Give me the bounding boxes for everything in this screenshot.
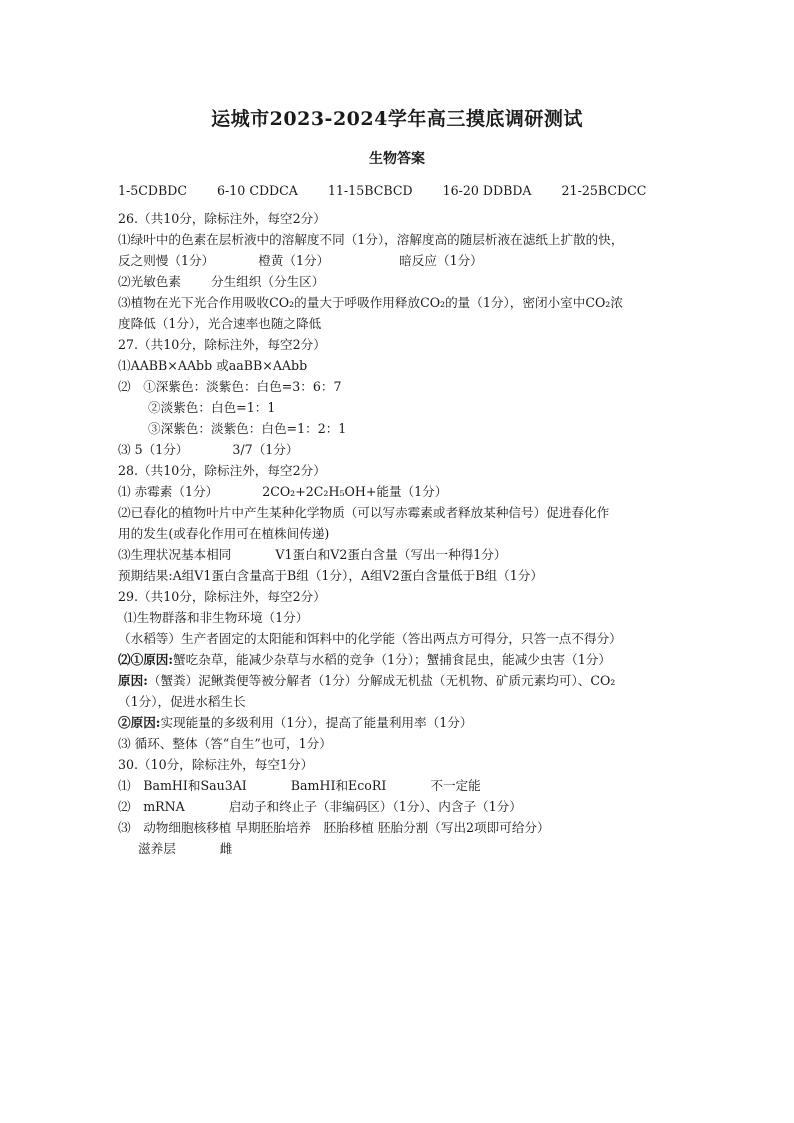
mc-group: 1-5CDBDC <box>118 183 188 198</box>
reason-label: ②原因: <box>118 715 161 730</box>
q28-answer: 预期结果:A组V1蛋白含量高于B组（1分），A组V2蛋白含量低于B组（1分） <box>118 568 543 583</box>
q30-heading: 30.（10分，除标注外，每空1分） <box>118 757 314 772</box>
q29-answer: ⑵①原因:蟹吃杂草，能减少杂草与水稻的竞争（1分）；蟹捕食昆虫，能减少虫害（1分） <box>118 652 611 667</box>
q27-heading: 27.（共10分，除标注外，每空2分） <box>118 337 326 352</box>
q27-answer: ⑴AABB×AAbb 或aaBB×AAbb <box>118 358 308 373</box>
q29-heading: 29.（共10分，除标注外，每空2分） <box>118 589 326 604</box>
document-title: 运城市2023-2024学年高三摸底调研测试 <box>211 108 583 130</box>
q26-heading: 26.（共10分，除标注外，每空2分） <box>118 211 326 226</box>
q26-answer: ⑶植物在光下光合作用吸收CO₂的量大于呼吸作用释放CO₂的量（1分），密闭小室中CO₂浓 <box>118 295 623 310</box>
q28-answer: 用的发生(或春化作用可在植株间传递) <box>118 526 330 541</box>
q28-answer: ⑵已春化的植物叶片中产生某种化学物质（可以写赤霉素或者释放某种信号）促进春化作 <box>118 505 610 520</box>
q30-answer: 滋养层 雌 <box>138 841 233 856</box>
q26-answer: 反之则慢（1分） 橙黄（1分） 暗反应（1分） <box>118 253 483 268</box>
mc-group: 21-25BCDCC <box>561 183 647 198</box>
q29-answer: ⑴生物群落和非生物环境（1分） <box>124 610 309 625</box>
q26-answer: ⑵光敏色素 分生组织（分生区） <box>118 274 325 289</box>
mc-group: 6-10 CDDCA <box>217 183 298 198</box>
mc-group: 16-20 DDBDA <box>442 183 532 198</box>
q29-answer: ②原因:实现能量的多级利用（1分），提高了能量利用率（1分） <box>118 715 473 730</box>
multiple-choice-answers <box>118 180 688 201</box>
q30-answer: ⑶ 动物细胞核移植 早期胚胎培养 胚胎移植 胚胎分割（写出2项即可给分） <box>118 820 550 835</box>
q26-answer: 度降低（1分），光合速率也随之降低 <box>118 316 322 331</box>
q28-heading: 28.（共10分，除标注外，每空2分） <box>118 463 326 478</box>
q30-answer: ⑴ BamHⅠ和Sau3AⅠ BamHⅠ和EcoRⅠ 不一定能 <box>118 778 481 793</box>
reason-label: ⑵①原因: <box>118 652 174 667</box>
q29-answer: ⑶ 循环、整体（答“自生”也可，1分） <box>118 736 332 751</box>
mc-group: 11-15BCBCD <box>327 183 413 198</box>
q29-answer: （1分），促进水稻生长 <box>118 694 246 709</box>
q28-answer: ⑶生理状况基本相同 V1蛋白和V2蛋白含量（写出一种得1分） <box>118 547 507 562</box>
q26-answer: ⑴绿叶中的色素在层析液中的溶解度不同（1分），溶解度高的随层析液在滤纸上扩散的快， <box>118 232 624 247</box>
q27-answer: ⑶ 5（1分） 3/7（1分） <box>118 442 299 457</box>
document-subtitle: 生物答案 <box>369 151 425 167</box>
reason-label: 原因: <box>118 673 148 688</box>
q29-answer: （水稻等）生产者固定的太阳能和饵料中的化学能（答出两点方可得分，只答一点不得分） <box>118 631 622 646</box>
q27-answer: ⑵ ①深紫色：淡紫色：白色=3：6：7 <box>118 379 342 394</box>
q30-answer: ⑵ mRNA 启动子和终止子（非编码区）（1分）、内含子（1分） <box>118 799 522 814</box>
q27-answer: ②淡紫色：白色=1：1 <box>148 400 276 415</box>
q27-answer: ③深紫色：淡紫色：白色=1：2：1 <box>148 421 347 436</box>
answer-content <box>118 180 688 859</box>
q29-answer: 原因:（蟹粪）泥鳅粪便等被分解者（1分）分解成无机盐（无机物、矿质元素均可）、CO₂ <box>118 673 616 688</box>
q28-answer: ⑴ 赤霉素（1分） 2CO₂+2C₂H₅OH+能量（1分） <box>118 484 448 499</box>
